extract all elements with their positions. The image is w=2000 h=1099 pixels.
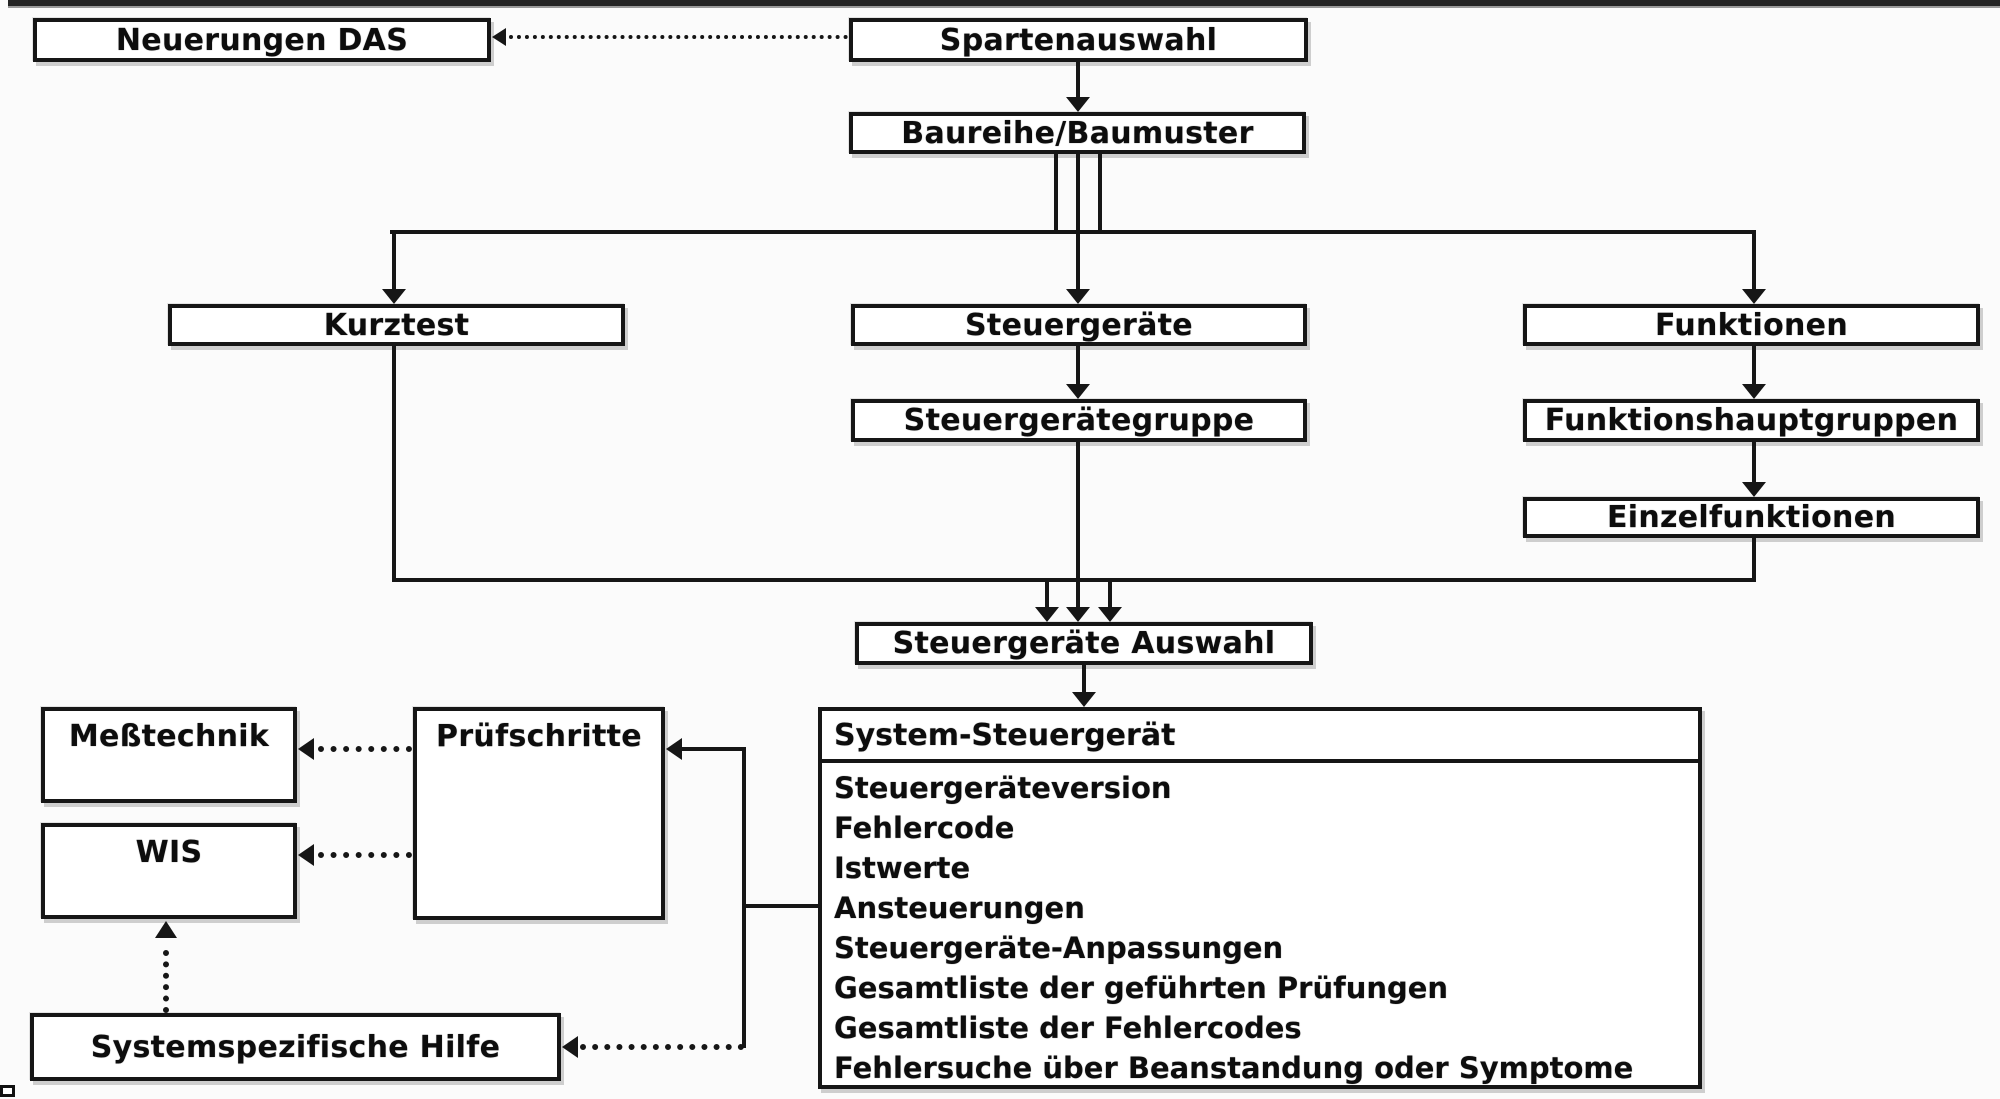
list-item: Fehlercode xyxy=(834,811,1015,845)
arrowhead-to-wis-icon xyxy=(298,844,314,866)
node-wis-label: WIS xyxy=(135,835,203,870)
line-converge-horizontal xyxy=(392,578,1756,582)
arrowhead-to-baureihe-icon xyxy=(1066,97,1090,112)
line-steuergeraete-gruppe xyxy=(1076,346,1080,386)
line-baureihe-stub-left xyxy=(1054,154,1058,234)
line-baureihe-stub-right xyxy=(1098,154,1102,234)
line-branch-horizontal xyxy=(390,230,1756,234)
node-neuerungen-das xyxy=(33,18,491,62)
arrowhead-to-hauptgruppen-icon xyxy=(1742,384,1766,399)
line-einzel-down xyxy=(1752,538,1756,582)
node-pruefschritte xyxy=(413,707,665,920)
line-converge-arrow-right xyxy=(1108,580,1112,608)
node-steuergeraetegruppe xyxy=(851,399,1307,442)
dotted-line-hilfe-wis xyxy=(163,950,169,1013)
arrowhead-to-einzel-icon xyxy=(1742,482,1766,497)
node-spartenauswahl-label: Spartenauswahl xyxy=(939,22,1218,58)
arrowhead-to-steuergeraete-icon xyxy=(1066,289,1090,304)
node-systemspezifische-hilfe-label: Systemspezifische Hilfe xyxy=(90,1029,501,1065)
line-funktionen-hauptgruppen xyxy=(1752,346,1756,386)
arrowhead-auswahl-middle-icon xyxy=(1066,607,1090,622)
node-kurztest-label: Kurztest xyxy=(323,307,470,343)
dotted-line-to-hilfe xyxy=(580,1044,744,1050)
arrowhead-auswahl-right-icon xyxy=(1098,607,1122,622)
line-connector-vertical xyxy=(742,747,746,1048)
list-item: Steuergeräteversion xyxy=(834,771,1172,805)
dotted-line-sparten-neuerungen xyxy=(509,35,848,39)
line-system-connector-horizontal xyxy=(742,904,818,908)
list-item: Gesamtliste der geführten Prüfungen xyxy=(834,971,1449,1005)
node-steuergeraete-label: Steuergeräte xyxy=(965,307,1193,343)
node-steuergeraete-auswahl xyxy=(855,622,1313,665)
line-hauptgruppen-einzel xyxy=(1752,442,1756,484)
arrowhead-to-hilfe-icon xyxy=(562,1036,578,1058)
line-branch-funktionen xyxy=(1752,230,1756,290)
node-steuergeraetegruppe-label: Steuergerätegruppe xyxy=(903,403,1255,438)
node-spartenauswahl xyxy=(849,18,1308,62)
arrowhead-to-system-icon xyxy=(1072,692,1096,707)
line-sparten-baureihe xyxy=(1076,62,1080,100)
node-system-steuergeraet xyxy=(818,707,1702,1089)
line-to-pruefschritte xyxy=(682,747,744,751)
node-baureihe-baumuster xyxy=(849,112,1306,154)
line-kurztest-down xyxy=(392,346,396,582)
node-funktionen xyxy=(1523,304,1980,346)
list-item: Fehlersuche über Beanstandung oder Symptome xyxy=(834,1051,1634,1085)
node-pruefschritte-label: Prüfschritte xyxy=(436,719,642,754)
line-auswahl-system xyxy=(1082,665,1086,693)
node-kurztest xyxy=(168,304,625,346)
scan-top-border xyxy=(8,0,2000,8)
arrowhead-to-kurztest-icon xyxy=(382,289,406,304)
list-item: Istwerte xyxy=(834,851,971,885)
node-steuergeraete xyxy=(851,304,1307,346)
node-messtechnik xyxy=(41,707,297,803)
system-box-header: System-Steuergerät xyxy=(822,711,1698,763)
arrowhead-to-gruppe-icon xyxy=(1066,384,1090,399)
node-systemspezifische-hilfe xyxy=(30,1013,561,1081)
arrowhead-auswahl-left-icon xyxy=(1035,607,1059,622)
node-neuerungen-das-label: Neuerungen DAS xyxy=(115,22,409,58)
system-box-list xyxy=(822,763,1698,1088)
line-gruppe-down xyxy=(1076,442,1080,608)
line-converge-arrow-left xyxy=(1045,580,1049,608)
arrowhead-to-funktionen-icon xyxy=(1742,289,1766,304)
dotted-line-pruef-wis xyxy=(318,852,412,858)
arrowhead-to-pruefschritte-icon xyxy=(666,738,682,760)
node-einzelfunktionen xyxy=(1523,497,1980,538)
line-branch-kurztest xyxy=(392,230,396,290)
node-funktionshauptgruppen-label: Funktionshauptgruppen xyxy=(1544,403,1959,438)
node-wis xyxy=(41,823,297,919)
scan-corner-artifact xyxy=(0,1085,15,1097)
node-steuergeraete-auswahl-label: Steuergeräte Auswahl xyxy=(892,626,1276,661)
node-einzelfunktionen-label: Einzelfunktionen xyxy=(1606,500,1897,535)
arrowhead-to-neuerungen-icon xyxy=(492,28,506,46)
node-funktionshauptgruppen xyxy=(1523,399,1980,442)
line-baureihe-stub-middle xyxy=(1076,154,1080,290)
dotted-line-pruef-messtechnik xyxy=(318,746,412,752)
node-baureihe-baumuster-label: Baureihe/Baumuster xyxy=(901,115,1254,151)
list-item: Steuergeräte-Anpassungen xyxy=(834,931,1284,965)
node-messtechnik-label: Meßtechnik xyxy=(68,719,270,754)
node-funktionen-label: Funktionen xyxy=(1655,307,1848,343)
list-item: Ansteuerungen xyxy=(834,891,1085,925)
arrowhead-to-messtechnik-icon xyxy=(298,738,314,760)
list-item: Gesamtliste der Fehlercodes xyxy=(834,1011,1302,1045)
arrowhead-to-wis-up-icon xyxy=(155,921,177,938)
